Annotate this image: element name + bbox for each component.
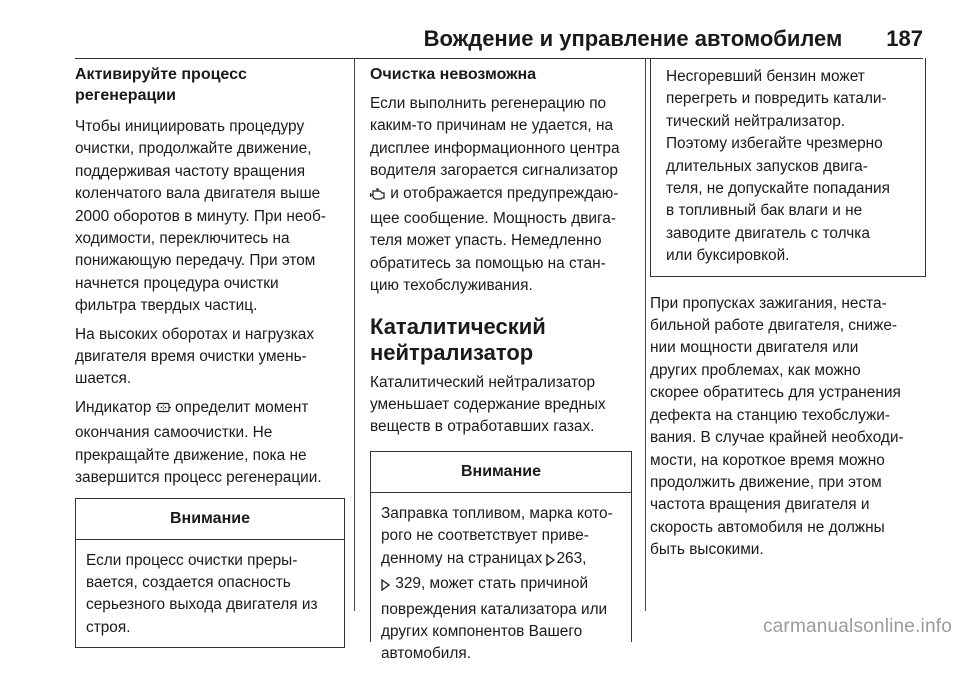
text-line: очистки, продолжайте движение,	[75, 140, 312, 158]
text-line: Заправка топливом, марка кото-	[381, 504, 613, 522]
text-line: в топливный бак влаги и не	[666, 202, 863, 220]
text-line: начнется процедура очистки	[75, 274, 279, 292]
heading-cleaning-impossible: Очистка невозможна	[370, 66, 537, 83]
text-line: или буксировкой.	[666, 247, 790, 265]
text-line: перегреть и повредить катали-	[666, 90, 887, 108]
warning-box	[370, 451, 632, 663]
text-line: нии мощности двигателя или	[650, 339, 859, 357]
text-line: Если выполнить регенерацию по	[370, 95, 607, 112]
paragraph	[75, 324, 345, 391]
page-reference[interactable]: 329, может стать причиной	[395, 575, 589, 593]
text-line: вается, создается опасность	[86, 573, 291, 591]
text-line: веществ в отработавших газах.	[370, 418, 595, 436]
text-line: скорее обратитесь для устранения	[650, 384, 901, 402]
warning-body	[371, 493, 631, 674]
text-line: скорость автомобиля не должны	[650, 518, 885, 536]
page-title: Вождение и управление автомобилем	[423, 26, 843, 51]
text-line: частота вращения двигателя и	[650, 496, 870, 514]
text-line: завершится процесс регенерации.	[75, 469, 322, 487]
text-line: цию техобслуживания.	[370, 277, 533, 295]
text-line: теля может упасть. Немедленно	[370, 232, 602, 250]
text-fragment: и отображается предупреждаю-	[390, 184, 619, 202]
page-number: 187	[886, 26, 923, 51]
page-header	[0, 26, 923, 52]
text-line: двигателя время очистки умень-	[75, 348, 307, 366]
text-line: щее сообщение. Мощность двига-	[370, 210, 616, 228]
heading-catalytic-converter	[370, 314, 632, 366]
text-line: дисплее информационного центра	[370, 139, 620, 157]
heading-line: регенерации	[75, 87, 176, 104]
warning-title: Внимание	[76, 499, 344, 540]
paragraph	[75, 397, 345, 490]
text-line: Поэтому избегайте чрезмерно	[666, 135, 883, 153]
text-line: тический нейтрализатор.	[666, 112, 846, 130]
heading-line: Каталитический	[370, 313, 546, 339]
paragraph	[370, 93, 632, 298]
engine-warning-icon	[370, 186, 386, 208]
text-line: вания. В случае крайней необходи-	[650, 429, 904, 447]
text-line: бильной работе двигателя, сниже-	[650, 317, 898, 335]
heading-activate-regeneration	[75, 64, 345, 106]
text-fragment: Индикатор	[75, 398, 152, 416]
paragraph	[650, 293, 926, 562]
text-line: Чтобы инициировать процедуру	[75, 118, 305, 135]
text-line: повреждения катализатора или	[381, 600, 608, 618]
text-line: серьезного выхода двигателя из	[86, 596, 318, 614]
column-1	[75, 58, 345, 648]
text-line: фильтра твердых частиц.	[75, 297, 258, 315]
page-reference[interactable]: 263,	[556, 549, 587, 567]
paragraph	[370, 372, 632, 439]
text-line: быть высокими.	[650, 541, 764, 559]
text-line: длительных запусков двига-	[666, 157, 868, 175]
text-line: рого не соответствует приве-	[381, 527, 589, 545]
text-fragment: определит момент	[175, 398, 309, 416]
text-line: других компонентов Вашего	[381, 622, 583, 640]
warning-title: Внимание	[371, 452, 631, 493]
watermark: carmanualsonline.info	[762, 616, 952, 637]
warning-box	[75, 498, 345, 649]
page-ref-arrow-icon	[546, 551, 556, 573]
text-line: теля, не допускайте попадания	[666, 180, 890, 198]
text-line: Если процесс очистки преры-	[86, 551, 298, 569]
column-separator	[645, 58, 646, 611]
text-line: заводите двигатель с толчка	[666, 224, 870, 242]
heading-line: нейтрализатор	[370, 339, 534, 365]
text-line: поддерживая частоту вращения	[75, 162, 306, 180]
text-line: 2000 оборотов в минуту. При необ-	[75, 207, 326, 225]
column-3	[650, 58, 926, 562]
text-line: прекращайте движение, пока не	[75, 446, 307, 464]
text-line: При пропусках зажигания, неста-	[650, 294, 887, 312]
text-fragment: денному на страницах	[381, 549, 543, 567]
page-ref-arrow-icon	[381, 576, 391, 598]
text-line: окончания самоочистки. Не	[75, 424, 273, 442]
text-line: других проблемах, как можно	[650, 361, 861, 379]
text-line: уменьшает содержание вредных	[370, 396, 606, 414]
column-separator	[354, 58, 355, 611]
text-line: На высоких оборотах и нагрузках	[75, 325, 315, 343]
text-line: ходимости, переключитесь на	[75, 230, 290, 248]
heading-line: Активируйте процесс	[75, 66, 247, 83]
text-line: строя.	[86, 618, 131, 636]
text-line: понижающую передачу. При этом	[75, 252, 316, 270]
text-line: каким-то причинам не удается, на	[370, 117, 614, 135]
warning-body	[76, 540, 344, 648]
column-2	[370, 58, 632, 663]
text-line: коленчатого вала двигателя выше	[75, 185, 321, 203]
text-line: Каталитический нейтрализатор	[370, 373, 595, 391]
dpf-indicator-icon	[156, 400, 171, 422]
text-line: мости, на короткое время можно	[650, 451, 885, 469]
text-line: Несгоревший бензин может	[666, 68, 865, 85]
text-line: продолжить движение, при этом	[650, 473, 882, 491]
warning-box-continued	[650, 58, 926, 277]
text-line: дефекта на станцию техобслужи-	[650, 406, 890, 424]
text-line: обратитесь за помощью на стан-	[370, 254, 606, 272]
text-line: водителя загорается сигнализатор	[370, 162, 618, 180]
text-line: автомобиля.	[381, 645, 471, 663]
text-line: шается.	[75, 370, 132, 388]
paragraph	[75, 116, 345, 318]
